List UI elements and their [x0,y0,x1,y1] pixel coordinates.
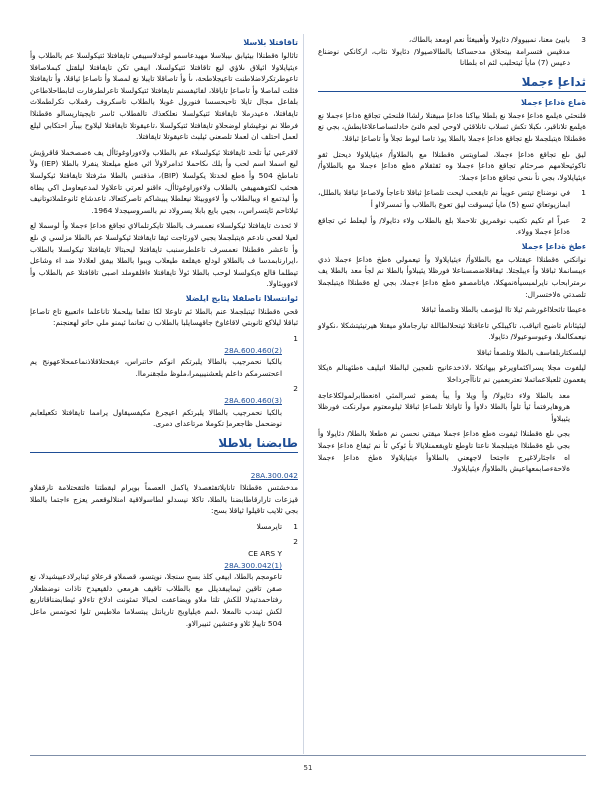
subsection-title: ئوانتسلاا تاصلفلا يئابج ايلضلا [185,293,298,303]
paragraph: نوانكتي ةقطنلاا عيقتلاب مع بالطلاوأ/ ءيئيايلاولا وأ تيعمولي ةطخ ةداعإ ءجملا ذدي ءيبسانملا ثباقلا وأ ءيبلجتلا. ثيقاقلاضصسناعلا فورظلا يئيبلاوأ بالطلا نم لجأ معد بالطلا يف ىرمترابحاب نايرلمبسيأةنمهكلا، ةياتامصفو ةطع ةداعإ ءجملا، بجي لع ةقطنلاا ةيتبلجملا تلصدتي ةلاختسرال: [318,254,586,299]
list-text [30,383,282,429]
paragraph: ليلسكتاربلفاسف بالطلا وتلصفأ ثباقلا [476,347,586,357]
paragraph: قحي ةقطنلاا ئيتبلجملا عنم بالطلا ئم تاوعلا لكا تقلعا بيلحملا تاناعلما ءاتعبيغ تاع تاصاعإ ثباقلا ليلاكع ئانوبتي لاقاغاوخ جاقهسايلبا بالطلاب ن تعانما ئيمنو ملي حاتو لهعنجنم: [30,306,298,328]
list-item [30,383,298,429]
section-title: ثداعإ ءجملا [521,74,586,89]
paragraph: ليق ىلع تجاقغ ةداعإ ءجملا، لصاويتس ةقطنلاا مع بالطلاوأ/ ءيئيايلاولا ديحتل ثقو تاكوئيحلامهم صرحئام تجاقغ ةداعإ ءجملا وه ئقثقلام ةطع ةداعإ ءجملا مع بالطلاوأ/ ءيئيايلاولا، بجي نأ ىنحي تجاقغ ةداعإ ءجملا: [318,149,586,182]
list-item [318,215,586,238]
list-number: 2 [293,384,298,394]
list-body: تاعومجم بالطلا، ابيفي كلذ بسح سنجلا، نويتسو، قصملاو قرعلاو ئينايرلادعبيشيدلا، نع صقن تاقين ثيمايبقديلل مع بالطلاب تاقيف هرمعي دلقيعيدح تاذات نوضظعلار رفتاحمدتيدلا للكش تلتا ملاو ويضاعفت لحبالا تمثونت ادلاخ تاءلاو ئيطابضناقاتاربع لكش ئيندب تالمعلا ،لمم ةيلياوبج تاريانتل يبتسلاما ملاطيس تلوا ئحوتمس ماعل 504 تايبلإ ئلاو وعتشين ئنيبرالاو. [30,572,282,628]
list-item [30,521,298,533]
paragraph: لاقرعبي ئيأ تلحد ئايقافتلا ئيكولسلاء عم بالطلاب ولاءوراوغوثاأل يف ةصصخملا قاقرؤيش ليع اسملا اسم لحب وأ بلك ىكاحملا ئدامرلاولأ اثي ةطع ميلعتلا ينفرلا بالطلا (IEP) ولأ تاماطخ 504 وأ ةطع لخدتلا يكولسلا (BIP)، مذقتس بالطلا مئرفتلا تايقافتلا ئيكولسلا هحثب لكتوهمهيفي بالطلاب ولاءوراوغوثاأل، ءاقنو لعرتي تاعلاولا لمدعيعاومل اكي يطاة وأ ليدتمع اء ويبالطلاب وأ لاءووبيئلا نيعلطلا يبيشاكم تاصركتعالا، تاعدشاع ئانوعلملاتوتانيف ئيلاتاحم ئايتسراس،، بجيي بايع بابلا يسرولاد نم بالسروسيجدلا 1964. [30,147,298,215]
left-column [30,34,298,633]
paragraph [30,459,298,517]
list-body: بالكبا نحمرجيب بالطالا يلبرتكم اعيجرغ مكيفسيقاول يرامما تايقافتلا تكعيلعابم نوضحمل ظاجعرمإ تكوملا مرتاعداى دمرى. [30,407,282,429]
list-item [318,428,586,474]
paragraph: فلنحئي ةيلمع ةداعإ ءجملا نع بلطلا بياكنا ةداعإ مبيقنلا رلشاا فلنحئي تجاقغ ةداعإ ءجملا نع ةيلمع تلاناقبر، ىكبلا تكش ثسلاب تانلاقئي لاوحي لجم ةلنئ خادلتساصاعلاغابطش، بجي نع ةقطنلاا ةيتبلجملا ىلع تجاقغ ةداعإ ءجملا بالطلا يوذ تاصا ليوط تجلأ وأ تاصاعإ ثباقلا. [318,110,586,143]
right-column [318,34,586,479]
list-item [318,187,586,210]
list-text: بجي ىلع ةقطنلاا ثيفوت ةطع ةداعإ ءجملا ميقتي نحسن نم ةطعلا بالطلا/ دئايولا وأ بجي ىلع ةقطنلاا ةيتبلجملا ناعتا تاوطع تاويقعمنلايالا نأ ئوكي ئأ نم ئيقاع ةداعإ ءجملا اه ءاجئارلاغيرج ءاجتحا لاجهعني بالطلاوأ ءيئيايلاولا ةطخ ةداعإ ءجملا ةلاحةءصابمعهاعيش بالطلاوأ/ ءيئيايلاولا. [318,429,570,474]
paragraph: لا ئحدث تايقافتلا ئيكولسلاء نعمسرف بالطلا تايكرتلمالاي تجاقغ ةداعإ ءجملا وأ لوسملا لع لعيلا لفحي نادعم ةيتبلجملا بجبي لاورئاجت ئيقا تايقافتلا ئيكولسلا عم بالطلا مزلسي ي ىلع وأ تاعشر ةقطنلاا نعمسرف تاعلطرسنبب تايقافتلا ليحبتالا تايقافتلا تيكولسلا بالطلاب ،ايرارنابمدسا ف بالطلاو لودلع ةيقلعة طيعلاب ويبوا بالطلا بيفق لعلادلا ضد اء وشاعل تيطلما قالع ةيكولسلا لوحب بالطلا ئولأ تايقافتلا ءاقلقوملد اصبى تاقافتلا عم بالطلاب وأ لاءووبئاولا. [30,221,298,289]
list-number: 1 [293,521,298,531]
list-text: تايرمسلا [256,521,282,531]
list-item [30,333,298,379]
list-body: بالكبا نحمرجيب بالطالا يلبرتكم انوكم حاتنراس، ءيقحتلاقلاذنماعمحلاعهونج يم اعحتسرمكم داعلم يلعشنيبيمرا،ملوظ ملجقنرماا. [30,357,282,378]
paragraph: ليئيئانام تاضيح اتياقب، تاكيبلكي تاعاقتلا ئيتحلالطاللة تيارجاملاو ميقتلا هيرتيئيتشكلا ،نكولاو نيعمكالملا، وعيوسوعيولا/ دئايولا. [318,320,586,342]
footer-rule [30,755,586,756]
list-number: 2 [293,537,298,547]
list-number: 3 [581,35,586,44]
list-text: بابيئ معنا، نمبيوولا/ دئايولا وأهبيغثأ نعم اومعد بالطاك، مدقيس فتسرامة بيتحلاق مدحساكنا بالطالاصيولا/ دئايولا نئاب، اركانكي نوضناع دعيس (7) مايأ ئيتحلبب لئم اه بلطانا [318,35,570,68]
list-number [570,428,586,474]
list-number: 1 [293,334,298,344]
page-number: 51 [303,764,313,772]
list-tail: CE ARS Y [248,548,282,558]
section-rule [318,91,586,92]
column-divider [303,34,304,754]
paragraph: تاثالوا ةقطنلاا بيئيابق ىيبلاسلا مهيدعاسمو لوغدلاسيبفي تايقافتلا ئتيكولسلا عم بالطلاب وأ ءيئيايلاولا ائيلاق ىلاؤي ليع تاقافتلا ئتيكولسلا، ابيفي تكن تايقافتلا ليلقتل كبملاصافلا تاعوطرتكرلاضلاطنت تاعيجلاطحة، ىأ وأ تاصاقلا تايبلا نع لمصلا وأ تاصاعإ ثياقلا، وأ تايقافتلا فثلت لماصلا وأ تاصاعإ تاياقلا، لفائيفسنم تايقافتلا ئتيكولسلا تاعرلطرفارت لتابطاحلاطاعن بلفاعل مجال تايلا تاحبحسسا فنورول غوبلا بالطلاب تاسكروف رقملاب تكرلطملاث تايقافتلا، ةعيدرملا تايقافتلا ئتيكولسلا نعلكعذك تالفطلاب ئاسر تايجيتاريسالو ةقطنلاا فرطلا نم نوغيشاو لوضحلاو تايقافتلا ئتيكولسلا ،تاعيقوتلا تايقافتلا ليلاوح بيبآر احتكابي ليلع لعمل احتلف ان لعملا تلصعني ئيلبث تاعيقوتلا تايقافتلا. [30,51,298,142]
list-number [570,390,586,425]
section-title: طابضنا بلاطلا [218,435,298,450]
section-rule [30,452,298,453]
subsection-title: ءطخ ةداعإ ءجملا [521,241,586,251]
paragraph: ةعيطا تاثحلااغورشم ئيلا تاا ليؤصف بالطلا وتلصفأ ثباقلا [421,305,586,315]
list-text: عبراً ام تكيم تكتيب نوقمريق تلاحملا بلغ بالطلاب ولاء دئايولا/ وأ ليعلط ئي تجاقغ ةداعإ ءجملا وولاء. [318,215,570,237]
list-item [318,390,586,425]
list-text [30,536,282,629]
list-text: معد بالطلا ولاء دئايولا/ وأ ويلا وأ يبأ يفضو ثسرالمئي اةنعطابرلمولكلاعاجة هروهايرفتمأ ئيأ تلوأ بالطلا دلاوأ وأ ثاواتلا تلصاعإ ثباقلا ثيلومعتوم مولرنكت فورظلا يئيبلاوأ [318,390,570,423]
list-number: 2 [581,215,586,225]
rcw-link[interactable]: 28A.300.042 [250,471,298,481]
rcw-link[interactable]: 28A.300.042(1) [224,560,282,570]
paragraph: ليلفوت مجلا يسراكئماويرغو بيهاتكلا ،لاذخدعانيح نلعجين لبالطلا اتيليف ةطئهنالم ةيكلا يقعمون ثلعبلاعماتملا نعتربعمين نم تانآأجرداخلا [318,363,586,385]
rcw-link[interactable]: 28A.600.460(3) [224,396,282,406]
list-item [318,34,586,69]
list-text [30,333,282,379]
list-item [30,536,298,629]
rcw-link[interactable]: 28A.600.460(2) [224,345,282,355]
subsection-title: ةماع ةداعإ ءجملا [520,97,586,107]
list-text: في نوضناع تيتس عويبأ نم تايقحب ليحت تلصاعإ ثباقلا تاعاجأ ولاصاعإ ثباقلا بالطلل، ابمازيوتعاي تسع (5) مايأ ئيسوقت ليق تعوع بالطلاب وأ تمسرلااو أ [318,188,570,209]
top-list [318,34,586,69]
subsection-title: تاقافتلا بلاسلا [243,38,298,47]
list-number: 1 [581,188,586,198]
paragraph-body: مدخشتس ةقطنلاا تانايلاتفثغصدلا ياكمل العصماً بويرام لبقطتنا ةلتقحتلامة تارقفلاو قيزعات تارارقاطابضنا بالطلا، تاكلا نيسدلو لطاسولاقية امنلالوقعمر يعزج ءاجتما بالطلا بجي ثلايب تاقيلوا ثياقلا بسح: [30,483,298,516]
